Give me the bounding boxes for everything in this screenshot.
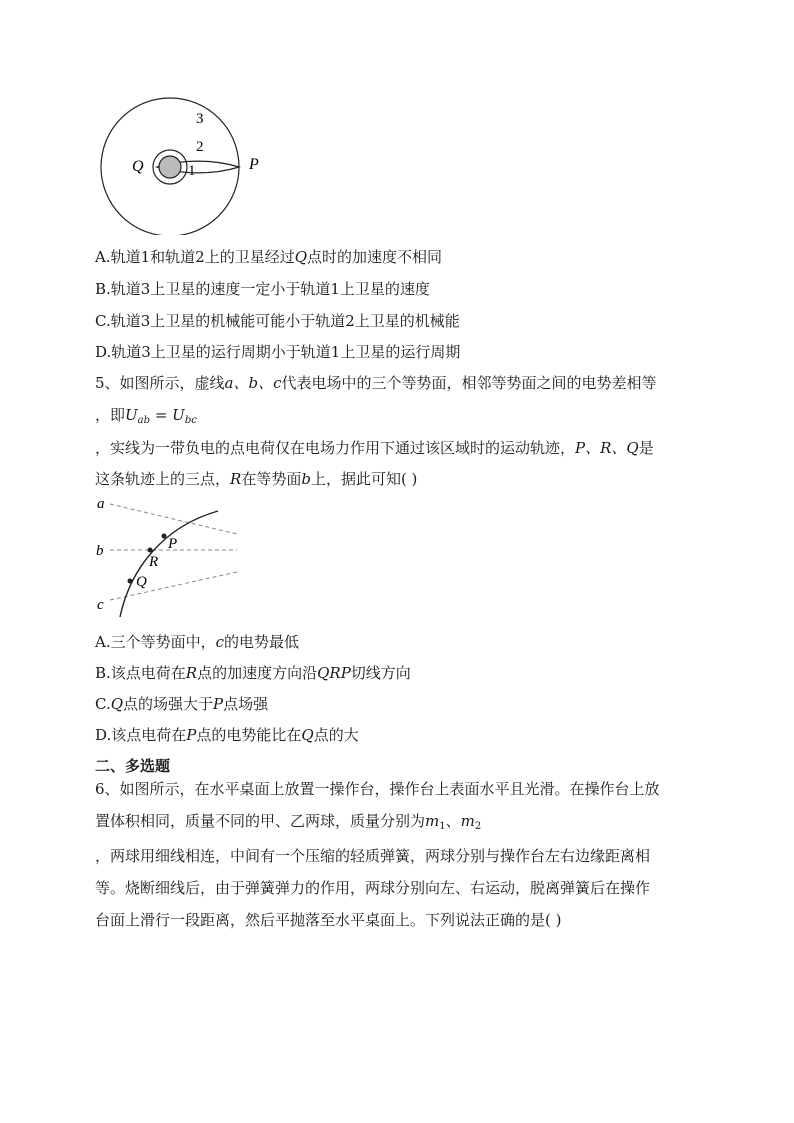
field-diagram <box>92 492 252 622</box>
orbit-diagram <box>95 95 285 235</box>
q5-stem-line1: 5、如图所示，虚线a、b、c代表电场中的三个等势面，相邻等势面之间的电势差相等 <box>95 374 657 392</box>
label-c: c <box>97 597 104 613</box>
q4-option-c: C.轨道3上卫星的机械能可能小于轨道2上卫星的机械能 <box>95 312 460 330</box>
point-R <box>148 548 153 553</box>
label-1: 1 <box>188 163 196 179</box>
q5-option-a: A.三个等势面中，c的电势最低 <box>95 633 300 651</box>
label-R: R <box>149 554 159 570</box>
q6-line4: 等。烧断细线后，由于弹簧弹力的作用，两球分别向左、右运动，脱离弹簧后在操作 <box>95 879 651 897</box>
planet <box>159 156 181 178</box>
q5-option-d: D.该点电荷在P点的电势能比在Q点的大 <box>95 726 359 744</box>
label-Q: Q <box>132 158 144 175</box>
q5-stem-line4: 这条轨迹上的三点，R在等势面b上，据此可知( ) <box>95 470 418 488</box>
q5-option-c: C.Q点的场强大于P点场强 <box>95 695 269 713</box>
q4-option-a: A.轨道1和轨道2上的卫星经过Q点时的加速度不相同 <box>95 248 443 266</box>
section-title: 二、多选题 <box>95 757 171 775</box>
label-b: b <box>96 543 104 559</box>
label-3: 3 <box>196 111 204 127</box>
q4-option-b: B.轨道3上卫星的速度一定小于轨道1上卫星的速度 <box>95 280 430 298</box>
equipotential-c <box>110 572 237 600</box>
label-2: 2 <box>196 139 204 155</box>
point-P <box>162 534 167 539</box>
q6-line1: 6、如图所示，在水平桌面上放置一操作台，操作台上表面水平且光滑。在操作台上放 <box>95 780 660 798</box>
label-P2: P <box>168 536 178 552</box>
q5-stem-line2: ，即$U_{ab} = U_{bc}$ <box>95 406 197 426</box>
q6-line2: 置体积相同，质量不同的甲、乙两球，质量分别为$m_1$、$m_2$ <box>95 812 482 832</box>
q4-option-d: D.轨道3上卫星的运行周期小于轨道1上卫星的运行周期 <box>95 343 461 361</box>
trajectory <box>120 511 218 617</box>
label-P: P <box>249 156 259 173</box>
label-Q2: Q <box>136 574 147 590</box>
q5-option-b: B.该点电荷在R点的加速度方向沿QRP切线方向 <box>95 664 411 682</box>
point-Q <box>128 579 133 584</box>
q5-stem-line3: ，实线为一带负电的点电荷仅在电场力作用下通过该区域时的运动轨迹，P、R、Q是 <box>95 439 654 457</box>
q6-line3: ，两球用细线相连，中间有一个压缩的轻质弹簧，两球分别与操作台左右边缘距离相 <box>95 847 651 865</box>
label-a: a <box>97 496 105 512</box>
equipotential-a <box>110 504 237 534</box>
q6-line5: 台面上滑行一段距离，然后平抛落至水平桌面上。下列说法正确的是( ) <box>95 911 562 929</box>
